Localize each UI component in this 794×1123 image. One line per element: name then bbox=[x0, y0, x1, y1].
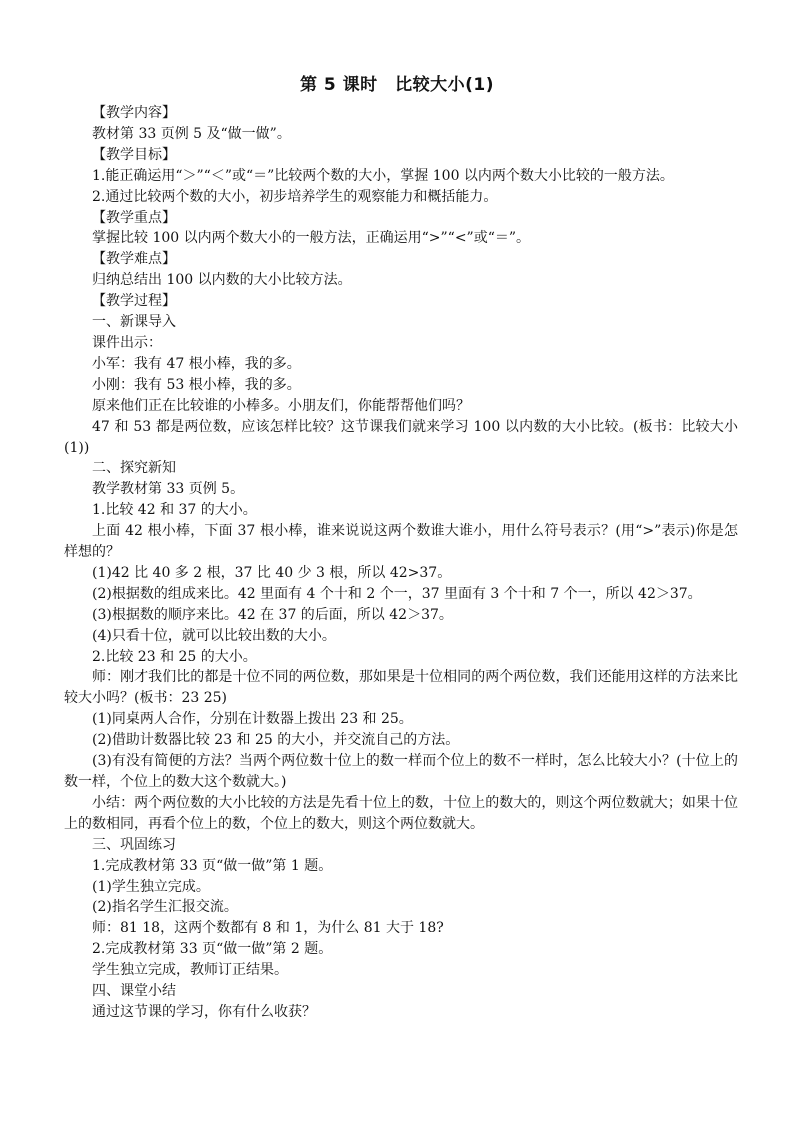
paragraph: 1.完成教材第 33 页“做一做”第 1 题。 bbox=[92, 857, 333, 874]
page-title: 第 5 课时 比较大小(1) bbox=[299, 75, 495, 95]
paragraph: 四、课堂小结 bbox=[92, 983, 176, 1000]
document-body bbox=[64, 103, 738, 1023]
paragraph: 47 和 53 都是两位数，应该怎样比较？这节课我们就来学习 100 以内数的大小比较。(板书：比较大小(1)) bbox=[64, 418, 738, 456]
paragraph: 小刚：我有 53 根小棒，我的多。 bbox=[92, 376, 301, 393]
paragraph: 【教学目标】 bbox=[92, 146, 176, 163]
paragraph: 学生独立完成，教师订正结果。 bbox=[92, 962, 288, 979]
paragraph: 掌握比较 100 以内两个数大小的一般方法，正确运用“>”“<”或“＝”。 bbox=[92, 230, 531, 247]
paragraph: 二、探究新知 bbox=[92, 460, 176, 477]
paragraph: (3)有没有简便的方法？当两个两位数十位上的数一样而个位上的数不一样时，怎么比较大小？(十位上的数一样，个位上的数大这个数就大。) bbox=[64, 753, 738, 790]
paragraph: 【教学内容】 bbox=[92, 105, 176, 121]
paragraph: 原来他们正在比较谁的小棒多。小朋友们，你能帮帮他们吗？ bbox=[92, 397, 470, 414]
paragraph: (1)42 比 40 多 2 根，37 比 40 少 3 根，所以 42>37。 bbox=[92, 564, 452, 581]
paragraph: 小结：两个两位数的大小比较的方法是先看十位上的数，十位上的数大的，则这个两位数就大；如果十位上的数相同，再看个位上的数，个位上的数大，则这个两位数就大。 bbox=[64, 794, 738, 832]
paragraph: (1)学生独立完成。 bbox=[92, 878, 210, 895]
paragraph: 师：刚才我们比的都是十位不同的两位数，那如果是十位相同的两个两位数，我们还能用这样的方法来比较大小吗？(板书：23 25) bbox=[64, 669, 738, 707]
paragraph: 2.比较 23 和 25 的大小。 bbox=[92, 648, 257, 665]
paragraph: 2.通过比较两个数的大小，初步培养学生的观察能力和概括能力。 bbox=[92, 188, 498, 205]
paragraph: 【教学难点】 bbox=[92, 251, 176, 268]
paragraph: (2)指名学生汇报交流。 bbox=[92, 899, 238, 916]
paragraph: (3)根据数的顺序来比。42 在 37 的后面，所以 42＞37。 bbox=[92, 606, 453, 623]
paragraph: 1.能正确运用“＞”“＜”或“＝”比较两个数的大小，掌握 100 以内两个数大小比较的一般方法。 bbox=[92, 167, 674, 184]
paragraph: (2)根据数的组成来比。42 里面有 4 个十和 2 个一，37 里面有 3 个十和 7 个一，所以 42＞37。 bbox=[92, 585, 702, 602]
paragraph: 2.完成教材第 33 页“做一做”第 2 题。 bbox=[92, 941, 333, 958]
paragraph: 课件出示： bbox=[92, 334, 162, 351]
paragraph: 通过这节课的学习，你有什么收获？ bbox=[92, 1003, 316, 1020]
paragraph: 1.比较 42 和 37 的大小。 bbox=[92, 502, 257, 519]
paragraph: 小军：我有 47 根小棒，我的多。 bbox=[92, 355, 301, 372]
paragraph: 师：81 18，这两个数都有 8 和 1，为什么 81 大于 18? bbox=[92, 920, 444, 937]
paragraph: 一、新课导入 bbox=[92, 314, 176, 331]
paragraph: 三、巩固练习 bbox=[92, 836, 176, 853]
paragraph: 教学教材第 33 页例 5。 bbox=[92, 481, 245, 498]
paragraph: 上面 42 根小棒，下面 37 根小棒，谁来说说这两个数谁大谁小，用什么符号表示？(用“>”表示)你是怎样想的？ bbox=[64, 523, 738, 561]
paragraph: 【教学重点】 bbox=[92, 209, 176, 226]
paragraph: (4)只看十位，就可以比较出数的大小。 bbox=[92, 627, 336, 644]
paragraph: 【教学过程】 bbox=[92, 293, 176, 310]
paragraph: 归纳总结出 100 以内数的大小比较方法。 bbox=[92, 272, 352, 289]
paragraph: 教材第 33 页例 5 及“做一做”。 bbox=[92, 125, 291, 142]
paragraph: (2)借助计数器比较 23 和 25 的大小，并交流自己的方法。 bbox=[92, 732, 460, 749]
paragraph: (1)同桌两人合作，分别在计数器上拨出 23 和 25。 bbox=[92, 711, 413, 728]
